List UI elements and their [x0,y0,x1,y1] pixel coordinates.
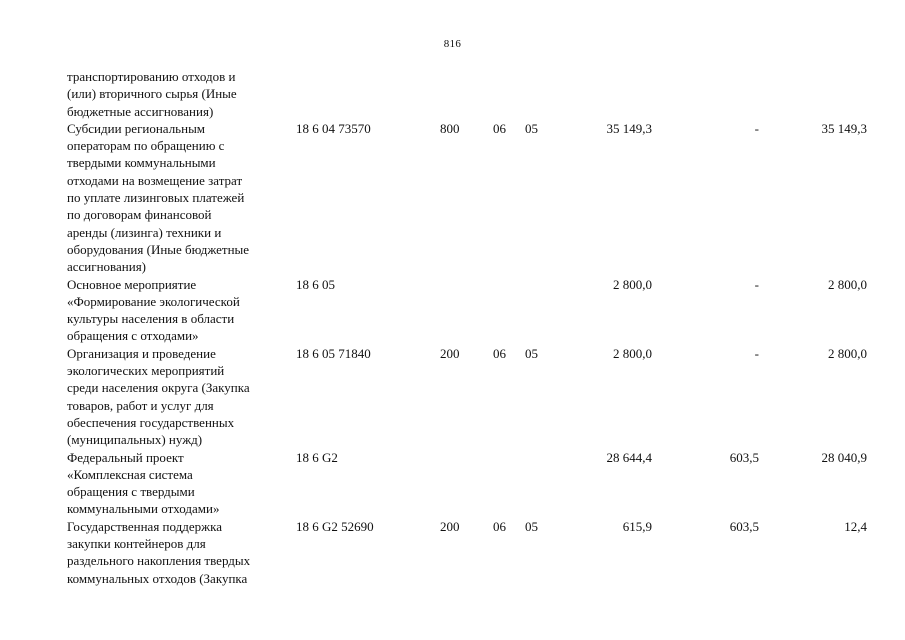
row-sum-1: 35 149,3 [606,120,652,136]
row-code: 18 6 04 73570 [296,120,371,136]
row-name: Государственная поддержка закупки контейнеров для раздельного накопления твердых коммунальных отходов (Закупка [67,518,251,586]
row-subsection: 05 [525,120,538,136]
table-row [67,345,867,449]
table-row [67,518,867,587]
row-expense-type: 200 [440,345,460,361]
row-subsection: 05 [525,345,538,361]
row-sum-1: 28 644,4 [606,449,652,465]
table-row [67,276,867,345]
row-sum-1: 2 800,0 [613,345,652,361]
page-number: 816 [443,38,462,50]
row-sum-2: 603,5 [729,449,759,465]
row-sum-3: 28 040,9 [821,449,867,465]
table-row [67,120,867,276]
row-name: Федеральный проект «Комплексная система обращения с твердыми коммунальными отходами» [67,449,220,517]
row-name: транспортированию отходов и (или) вторичного сырья (Иные бюджетные ассигнования) [67,69,237,119]
row-expense-type: 200 [440,518,460,534]
row-section: 06 [493,345,506,361]
row-sum-2: 603,5 [729,518,759,534]
table-row [67,68,867,120]
row-sum-3: 35 149,3 [821,120,867,136]
row-section: 06 [493,518,506,534]
row-code: 18 6 05 [296,276,335,292]
row-code: 18 6 05 71840 [296,345,371,361]
table-row [67,449,867,518]
row-sum-3: 2 800,0 [828,276,867,292]
row-code: 18 6 G2 52690 [296,518,374,534]
budget-table [67,68,867,587]
row-sum-1: 2 800,0 [613,276,652,292]
row-section: 06 [493,120,506,136]
row-sum-2: - [754,345,759,361]
row-name: Основное мероприятие «Формирование экологической культуры населения в области обращения с отходами» [67,276,240,344]
row-expense-type: 800 [440,120,460,136]
row-name: Организация и проведение экологических мероприятий среди населения округа (Закупка товаров, работ и услуг для обеспечения государственных (муниципальных) нужд) [67,345,250,448]
row-sum-3: 12,4 [844,518,867,534]
row-sum-2: - [754,120,759,136]
row-sum-1: 615,9 [622,518,652,534]
row-code: 18 6 G2 [296,449,338,465]
row-sum-2: - [754,276,759,292]
row-subsection: 05 [525,518,538,534]
row-sum-3: 2 800,0 [828,345,867,361]
row-name: Субсидии региональным операторам по обращению с твердыми коммунальными отходами на возмещение затрат по уплате лизинговых платежей по договорам финансовой аренды (лизинга) техники и оборудования (Иные бюджетные ассигнования) [67,120,250,275]
